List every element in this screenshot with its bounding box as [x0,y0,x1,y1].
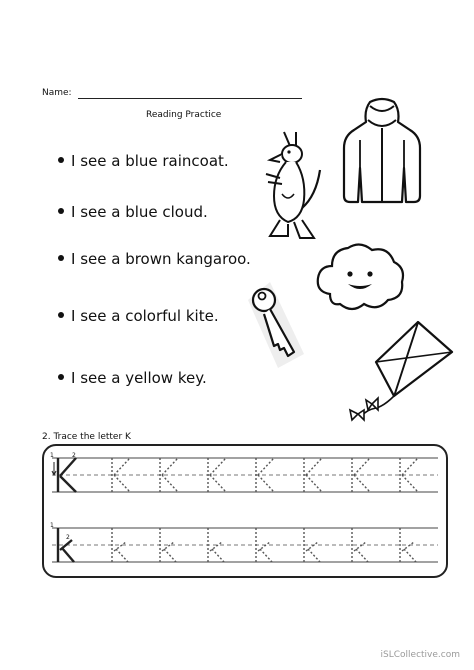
stroke-number: 1 [50,522,54,529]
name-label: Name: [42,88,72,98]
sentence-text: I see a brown kangaroo. [71,250,251,268]
sentence-item [58,369,207,387]
cloud-picture [312,236,408,316]
bullet-icon [58,312,64,318]
sentence-text: I see a colorful kite. [71,307,219,325]
key-picture [240,276,310,370]
name-blank-line [78,98,302,99]
sentence-item [58,307,219,325]
watermark-text: iSLCollective.com [380,650,460,660]
tracing-label: 2. Trace the letter K [42,432,131,442]
sentence-item [58,152,229,170]
stroke-number: 1 [50,452,54,459]
kangaroo-picture [244,126,326,246]
sentence-text: I see a blue cloud. [71,203,208,221]
sentence-text: I see a yellow key. [71,369,207,387]
stroke-number: 2 [66,534,70,541]
bullet-icon [58,157,64,163]
raincoat-picture [340,96,424,208]
model-letter-uppercase-k [52,458,76,492]
sentence-text: I see a blue raincoat. [71,152,229,170]
sentence-item [58,203,208,221]
stroke-number: 2 [72,452,76,459]
uppercase-k-row [42,444,448,578]
page-title: Reading Practice [146,110,222,120]
sentence-item [58,250,251,268]
bullet-icon [58,255,64,261]
bullet-icon [58,208,64,214]
bullet-icon [58,374,64,380]
kite-picture [336,318,456,430]
